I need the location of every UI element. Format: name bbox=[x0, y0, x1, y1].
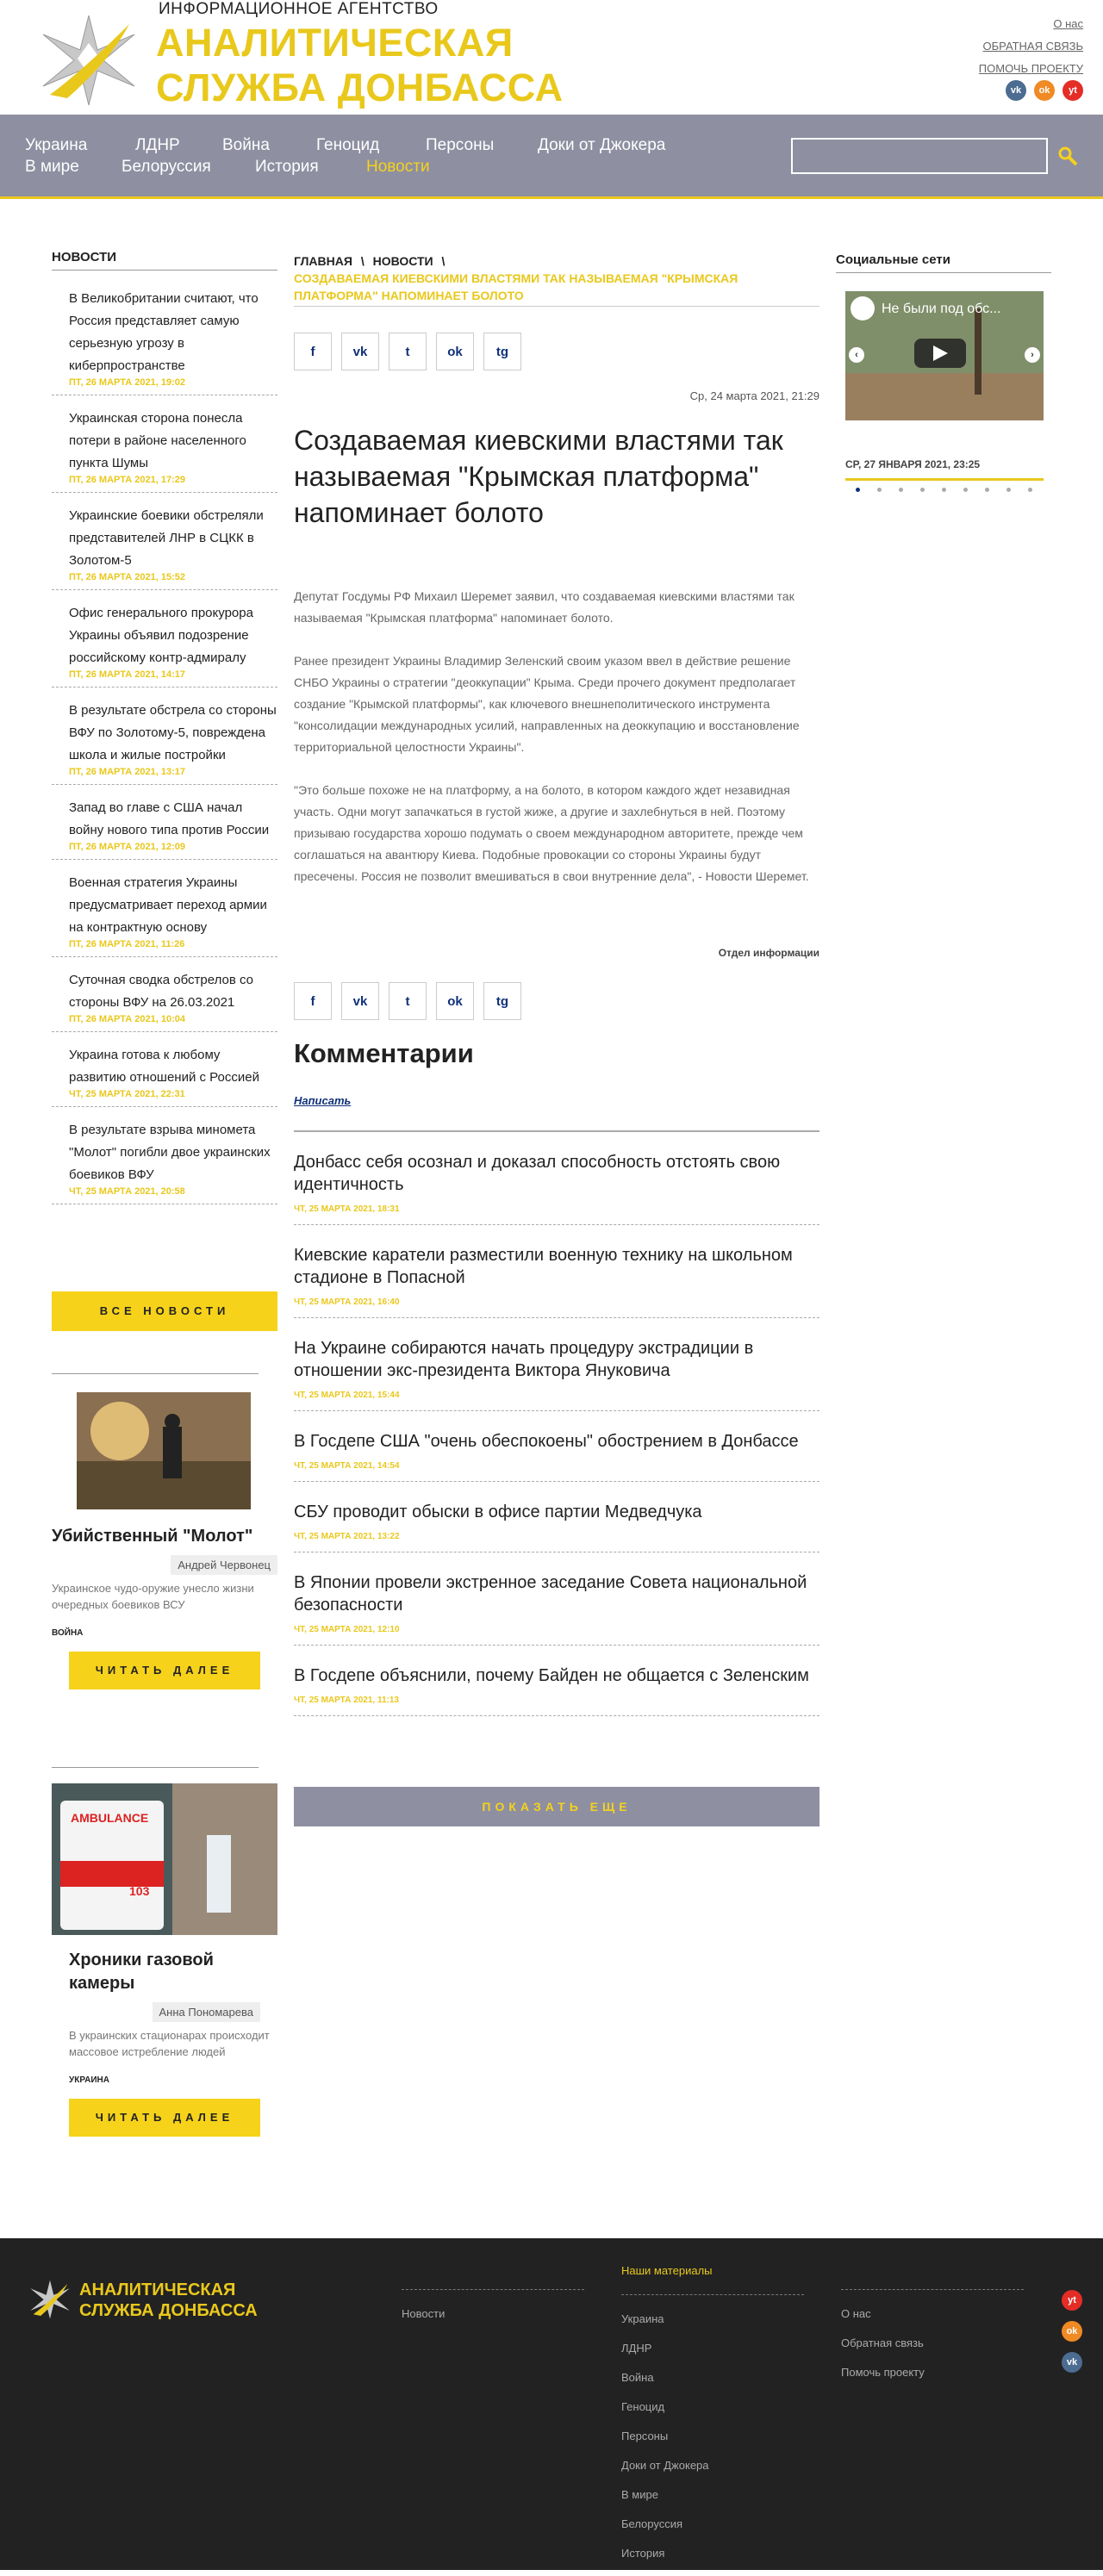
news-list-item[interactable] bbox=[52, 493, 277, 590]
news-item-date: ПТ, 26 МАРТА 2021, 10:04 bbox=[69, 1014, 185, 1024]
nav-war[interactable]: Война bbox=[222, 136, 270, 154]
footer-link[interactable]: Помочь проекту bbox=[841, 2366, 925, 2379]
divider bbox=[621, 2294, 804, 2295]
news-item-title[interactable]: Запад во главе с США начал войну нового типа против России bbox=[69, 800, 270, 837]
main-nav bbox=[0, 115, 1103, 199]
donate-link[interactable]: ПОМОЧЬ ПРОЕКТУ bbox=[978, 62, 1083, 75]
breadcrumb-home[interactable]: ГЛАВНАЯ bbox=[294, 254, 352, 268]
vk-icon[interactable]: vk bbox=[341, 333, 379, 370]
article-author: Отдел информации bbox=[718, 947, 819, 959]
footer-link[interactable]: Новости bbox=[402, 2307, 446, 2320]
logo-title[interactable] bbox=[156, 21, 564, 110]
show-more-button[interactable]: ПОКАЗАТЬ ЕЩЕ bbox=[294, 1787, 819, 1826]
nav-ukraine[interactable]: Украина bbox=[25, 136, 88, 154]
search-icon[interactable] bbox=[1057, 146, 1078, 166]
feed-item-date: ЧТ, 25 МАРТА 2021, 12:10 bbox=[294, 1625, 400, 1634]
article-date: Ср, 24 марта 2021, 21:29 bbox=[689, 389, 819, 402]
news-item-title[interactable]: Украинская сторона понесла потери в районе населенного пункта Шумы bbox=[69, 411, 246, 470]
youtube-icon[interactable]: yt bbox=[1062, 2290, 1082, 2311]
footer-link[interactable]: Белоруссия bbox=[621, 2517, 683, 2530]
nav-genocide[interactable]: Геноцид bbox=[316, 136, 380, 154]
footer-logo-line-1: АНАЛИТИЧЕСКАЯ bbox=[79, 2280, 236, 2299]
news-item-date: ПТ, 26 МАРТА 2021, 13:17 bbox=[69, 767, 185, 777]
feed-item-title[interactable]: Киевские каратели разместили военную технику на школьном стадионе в Попасной bbox=[294, 1246, 793, 1287]
ambulance-photo[interactable] bbox=[52, 1783, 277, 1935]
article-title: Создаваемая киевскими властями так называемая "Крымская платформа" напоминает болото bbox=[294, 425, 783, 528]
divider bbox=[402, 2289, 584, 2290]
news-item-date: ЧТ, 25 МАРТА 2021, 22:31 bbox=[69, 1089, 185, 1099]
feed-item-title[interactable]: В Госдепе объяснили, почему Байден не общается с Зеленским bbox=[294, 1666, 809, 1685]
about-link[interactable]: О нас bbox=[1053, 17, 1083, 30]
news-item-title[interactable]: Военная стратегия Украины предусматривает переход армии на контрактную основу bbox=[69, 875, 267, 935]
video-date: СР, 27 ЯНВАРЯ 2021, 23:25 bbox=[845, 458, 981, 470]
news-item-title[interactable]: Офис генерального прокурора Украины объявил подозрение российскому контр-адмиралу bbox=[69, 606, 253, 665]
slider-dots bbox=[856, 488, 1032, 492]
logo-line-2: СЛУЖБА ДОНБАССА bbox=[156, 65, 564, 109]
youtube-icon[interactable]: yt bbox=[1062, 80, 1083, 101]
nav-ldnr[interactable]: ЛДНР bbox=[135, 136, 180, 154]
feedback-link[interactable]: ОБРАТНАЯ СВЯЗЬ bbox=[982, 40, 1083, 53]
footer-link[interactable]: Обратная связь bbox=[841, 2336, 924, 2349]
footer-link[interactable]: Война bbox=[621, 2371, 654, 2384]
nav-belarus[interactable]: Белоруссия bbox=[122, 158, 211, 176]
footer-logo-icon[interactable] bbox=[26, 2274, 74, 2323]
feed-item-date: ЧТ, 25 МАРТА 2021, 16:40 bbox=[294, 1297, 400, 1307]
ok-icon[interactable]: ok bbox=[436, 982, 474, 1020]
slider-dot[interactable] bbox=[1028, 488, 1032, 492]
divider bbox=[845, 478, 1044, 481]
news-item-date: ПТ, 26 МАРТА 2021, 14:17 bbox=[69, 669, 185, 680]
feed-item[interactable] bbox=[294, 1646, 819, 1716]
slider-dot[interactable] bbox=[942, 488, 946, 492]
nav-persons[interactable]: Персоны bbox=[426, 136, 495, 154]
divider bbox=[841, 2289, 1024, 2290]
footer-col-2 bbox=[621, 2264, 804, 2576]
card-author: Андрей Червонец bbox=[171, 1555, 277, 1575]
read-more-button[interactable]: ЧИТАТЬ ДАЛЕЕ bbox=[69, 2099, 260, 2137]
card-subtitle: В украинских стационарах происходит массовое истребление людей bbox=[69, 2029, 270, 2058]
news-list-item[interactable] bbox=[52, 395, 277, 493]
footer-link[interactable]: ЛДНР bbox=[621, 2342, 652, 2355]
news-sidebar bbox=[52, 250, 277, 1204]
feed-item[interactable] bbox=[294, 1132, 819, 1225]
footer-col-3 bbox=[841, 2289, 1024, 2395]
news-item-date: ПТ, 26 МАРТА 2021, 19:02 bbox=[69, 377, 185, 388]
all-news-button[interactable]: ВСЕ НОВОСТИ bbox=[52, 1291, 277, 1331]
ok-icon[interactable]: ok bbox=[436, 333, 474, 370]
promo-card-2 bbox=[52, 1783, 277, 2137]
divider bbox=[52, 1767, 259, 1768]
agency-label: ИНФОРМАЦИОННОЕ АГЕНТСТВО bbox=[159, 0, 439, 18]
news-item-title[interactable]: В результате обстрела со стороны ВФУ по Золотому-5, повреждена школа и жилые постройки bbox=[69, 703, 277, 762]
news-item-title[interactable]: В результате взрыва миномета "Молот" погибли двое украинских боевиков ВФУ bbox=[69, 1123, 271, 1182]
feed-item[interactable] bbox=[294, 1411, 819, 1482]
slider-dot[interactable] bbox=[899, 488, 903, 492]
feed-item-date: ЧТ, 25 МАРТА 2021, 18:31 bbox=[294, 1204, 400, 1214]
slider-dot[interactable] bbox=[920, 488, 925, 492]
article-paragraph: Депутат Госдумы РФ Михаил Шеремет заявил, что создаваемая киевскими властями так называемая "Крымская платформа" напоминает болото. bbox=[294, 589, 795, 625]
news-list-item[interactable] bbox=[52, 590, 277, 688]
news-list-item[interactable] bbox=[52, 1107, 277, 1204]
card-title[interactable]: Убийственный "Молот" bbox=[52, 1527, 253, 1546]
news-item-title[interactable]: Украина готова к любому развитию отношений с Россией bbox=[69, 1048, 259, 1085]
telegram-icon[interactable]: tg bbox=[483, 333, 521, 370]
divider bbox=[294, 306, 819, 307]
news-item-date: ПТ, 26 МАРТА 2021, 15:52 bbox=[69, 572, 185, 582]
facebook-icon[interactable]: f bbox=[294, 982, 332, 1020]
footer-link[interactable]: История bbox=[621, 2547, 665, 2560]
footer-link[interactable]: Геноцид bbox=[621, 2400, 665, 2413]
card-subtitle: Украинское чудо-оружие унесло жизни очередных боевиков ВСУ bbox=[52, 1582, 254, 1611]
ok-icon[interactable]: ok bbox=[1062, 2321, 1082, 2342]
social-title: Социальные сети bbox=[836, 252, 950, 267]
news-item-date: ПТ, 26 МАРТА 2021, 11:26 bbox=[69, 939, 185, 949]
share-bar-bottom bbox=[294, 982, 521, 1020]
feed-item[interactable] bbox=[294, 1552, 819, 1646]
vk-icon[interactable]: vk bbox=[1062, 2352, 1082, 2373]
slider-dot[interactable] bbox=[963, 488, 968, 492]
article-paragraph: Ранее президент Украины Владимир Зеленский своим указом ввел в действие решение СНБО Украины о стратегии "деоккупации" Крыма. Среди прочего документ предполагает создание "Крымской платформы", как ключевого внешнеполитического инструмента "консолидации международных усилий, направленных на деоккупацию и восстановление территориальной целостности Украины". bbox=[294, 654, 800, 754]
feed-item-title[interactable]: На Украине собираются начать процедуру экстрадиции в отношении экс-президента Виктора Януковича bbox=[294, 1339, 754, 1380]
feed-item-date: ЧТ, 25 МАРТА 2021, 11:13 bbox=[294, 1696, 399, 1705]
slider-next-icon[interactable]: › bbox=[1025, 347, 1040, 363]
nav-history[interactable]: История bbox=[255, 158, 319, 176]
breadcrumb-sep: \ bbox=[441, 254, 446, 268]
divider bbox=[52, 1373, 259, 1374]
article-body bbox=[294, 586, 814, 909]
divider bbox=[52, 270, 277, 271]
telegram-icon[interactable]: tg bbox=[483, 982, 521, 1020]
divider bbox=[836, 272, 1051, 273]
video-slider[interactable] bbox=[845, 291, 1044, 420]
feed-item-title[interactable]: В Японии провели экстренное заседание Совета национальной безопасности bbox=[294, 1573, 807, 1615]
slider-dot[interactable] bbox=[1006, 488, 1011, 492]
ok-icon[interactable]: ok bbox=[1034, 80, 1055, 101]
top-links bbox=[979, 13, 1083, 80]
read-more-button[interactable]: ЧИТАТЬ ДАЛЕЕ bbox=[69, 1652, 260, 1689]
breadcrumb-current: СОЗДАВАЕМАЯ КИЕВСКИМИ ВЛАСТЯМИ ТАК НАЗЫВАЕМАЯ "КРЫМСКАЯ ПЛАТФОРМА" НАПОМИНАЕТ БОЛОТО bbox=[294, 271, 738, 302]
search-input[interactable] bbox=[791, 138, 1048, 174]
comments-title: Комментарии bbox=[294, 1038, 474, 1068]
news-list-item[interactable] bbox=[52, 785, 277, 860]
channel-avatar bbox=[851, 296, 875, 320]
news-list-item[interactable] bbox=[52, 860, 277, 957]
news-list-item[interactable] bbox=[52, 276, 277, 395]
vk-icon[interactable]: vk bbox=[1006, 80, 1026, 101]
feed-item-date: ЧТ, 25 МАРТА 2021, 15:44 bbox=[294, 1391, 400, 1400]
news-list-item[interactable] bbox=[52, 957, 277, 1032]
footer-logo-line-2: СЛУЖБА ДОНБАССА bbox=[79, 2301, 258, 2320]
feed-item-title[interactable]: Донбасс себя осознал и доказал способность отстоять свою идентичность bbox=[294, 1153, 781, 1194]
card-category[interactable]: УКРАИНА bbox=[69, 2075, 109, 2085]
news-item-title[interactable]: В Великобритании считают, что Россия представляет самую серьезную угрозу в киберпространстве bbox=[69, 291, 259, 373]
article-paragraph: "Это больше похоже не на платформу, а на болото, в котором каждого ждет незавидная участь. Одни могут запачкаться в густой жиже, а другие и захлебнуться в ней. Поэтому призываю государства хорошо подумать о своем международном авторитете, прежде чем соглашаться на авантюру Киева. Подобные провокации со стороны Украины будут пресечены. Россия не позволит вмешиваться в свои внутренние дела", - Новости Шеремет. bbox=[294, 783, 809, 883]
footer bbox=[0, 2238, 1103, 2570]
news-item-date: ЧТ, 25 МАРТА 2021, 20:58 bbox=[69, 1186, 185, 1197]
card-title[interactable]: Хроники газовой камеры bbox=[69, 1951, 214, 1993]
logo-line-1: АНАЛИТИЧЕСКАЯ bbox=[156, 21, 514, 65]
feed-item[interactable] bbox=[294, 1482, 819, 1552]
slider-prev-icon[interactable]: ‹ bbox=[849, 347, 864, 363]
ambulance-label: AMBULANCE bbox=[71, 1811, 149, 1825]
vk-icon[interactable]: vk bbox=[341, 982, 379, 1020]
news-list-item[interactable] bbox=[52, 688, 277, 785]
write-comment-link[interactable]: Написать bbox=[294, 1094, 352, 1107]
slider-dot[interactable] bbox=[985, 488, 989, 492]
news-item-title[interactable]: Суточная сводка обстрелов со стороны ВФУ на 26.03.2021 bbox=[69, 973, 253, 1010]
logo-icon[interactable] bbox=[33, 9, 145, 108]
twitter-icon[interactable]: t bbox=[389, 982, 427, 1020]
footer-col-title: Наши материалы bbox=[621, 2264, 713, 2277]
breadcrumb bbox=[294, 252, 819, 304]
promo-card-1 bbox=[52, 1392, 277, 1689]
header-social bbox=[1006, 80, 1083, 101]
slider-dot[interactable] bbox=[856, 488, 860, 492]
social-widget bbox=[836, 252, 1051, 273]
footer-col-1 bbox=[402, 2289, 584, 2336]
footer-link[interactable]: Украина bbox=[621, 2312, 664, 2325]
feed-item-title[interactable]: СБУ проводит обыски в офисе партии Медведчука bbox=[294, 1503, 702, 1521]
card-author: Анна Пономарева bbox=[153, 2002, 260, 2022]
feed-item-date: ЧТ, 25 МАРТА 2021, 13:22 bbox=[294, 1532, 400, 1541]
nav-world[interactable]: В мире bbox=[25, 158, 79, 176]
news-item-date: ПТ, 26 МАРТА 2021, 17:29 bbox=[69, 475, 185, 485]
footer-link[interactable]: Персоны bbox=[621, 2430, 669, 2442]
facebook-icon[interactable]: f bbox=[294, 333, 332, 370]
news-item-date: ПТ, 26 МАРТА 2021, 12:09 bbox=[69, 842, 185, 852]
feed-item[interactable] bbox=[294, 1318, 819, 1411]
footer-social bbox=[1062, 2290, 1082, 2373]
news-sidebar-title: НОВОСТИ bbox=[52, 250, 117, 264]
card-category[interactable]: ВОЙНА bbox=[52, 1628, 84, 1638]
news-feed bbox=[294, 1130, 819, 1716]
video-title[interactable]: Не были под обс... bbox=[882, 302, 1001, 316]
twitter-icon[interactable]: t bbox=[389, 333, 427, 370]
footer-link[interactable]: Доки от Джокера bbox=[621, 2459, 709, 2472]
molot-photo[interactable] bbox=[77, 1392, 251, 1509]
slider-dot[interactable] bbox=[877, 488, 882, 492]
news-list-item[interactable] bbox=[52, 1032, 277, 1107]
nav-joker[interactable]: Доки от Джокера bbox=[538, 136, 666, 154]
nav-news[interactable]: Новости bbox=[366, 158, 430, 176]
feed-item-date: ЧТ, 25 МАРТА 2021, 14:54 bbox=[294, 1461, 400, 1471]
footer-logo-text[interactable] bbox=[79, 2280, 258, 2321]
footer-link[interactable]: В мире bbox=[621, 2488, 658, 2501]
feed-item[interactable] bbox=[294, 1225, 819, 1318]
news-item-title[interactable]: Украинские боевики обстреляли представителей ЛНР в СЦКК в Золотом-5 bbox=[69, 508, 264, 568]
feed-item-title[interactable]: В Госдепе США "очень обеспокоены" обострением в Донбассе bbox=[294, 1432, 799, 1451]
share-bar-top bbox=[294, 333, 521, 370]
breadcrumb-news[interactable]: НОВОСТИ bbox=[372, 254, 433, 268]
ambulance-number: 103 bbox=[129, 1884, 150, 1898]
breadcrumb-sep: \ bbox=[360, 254, 365, 268]
footer-link[interactable]: О нас bbox=[841, 2307, 871, 2320]
